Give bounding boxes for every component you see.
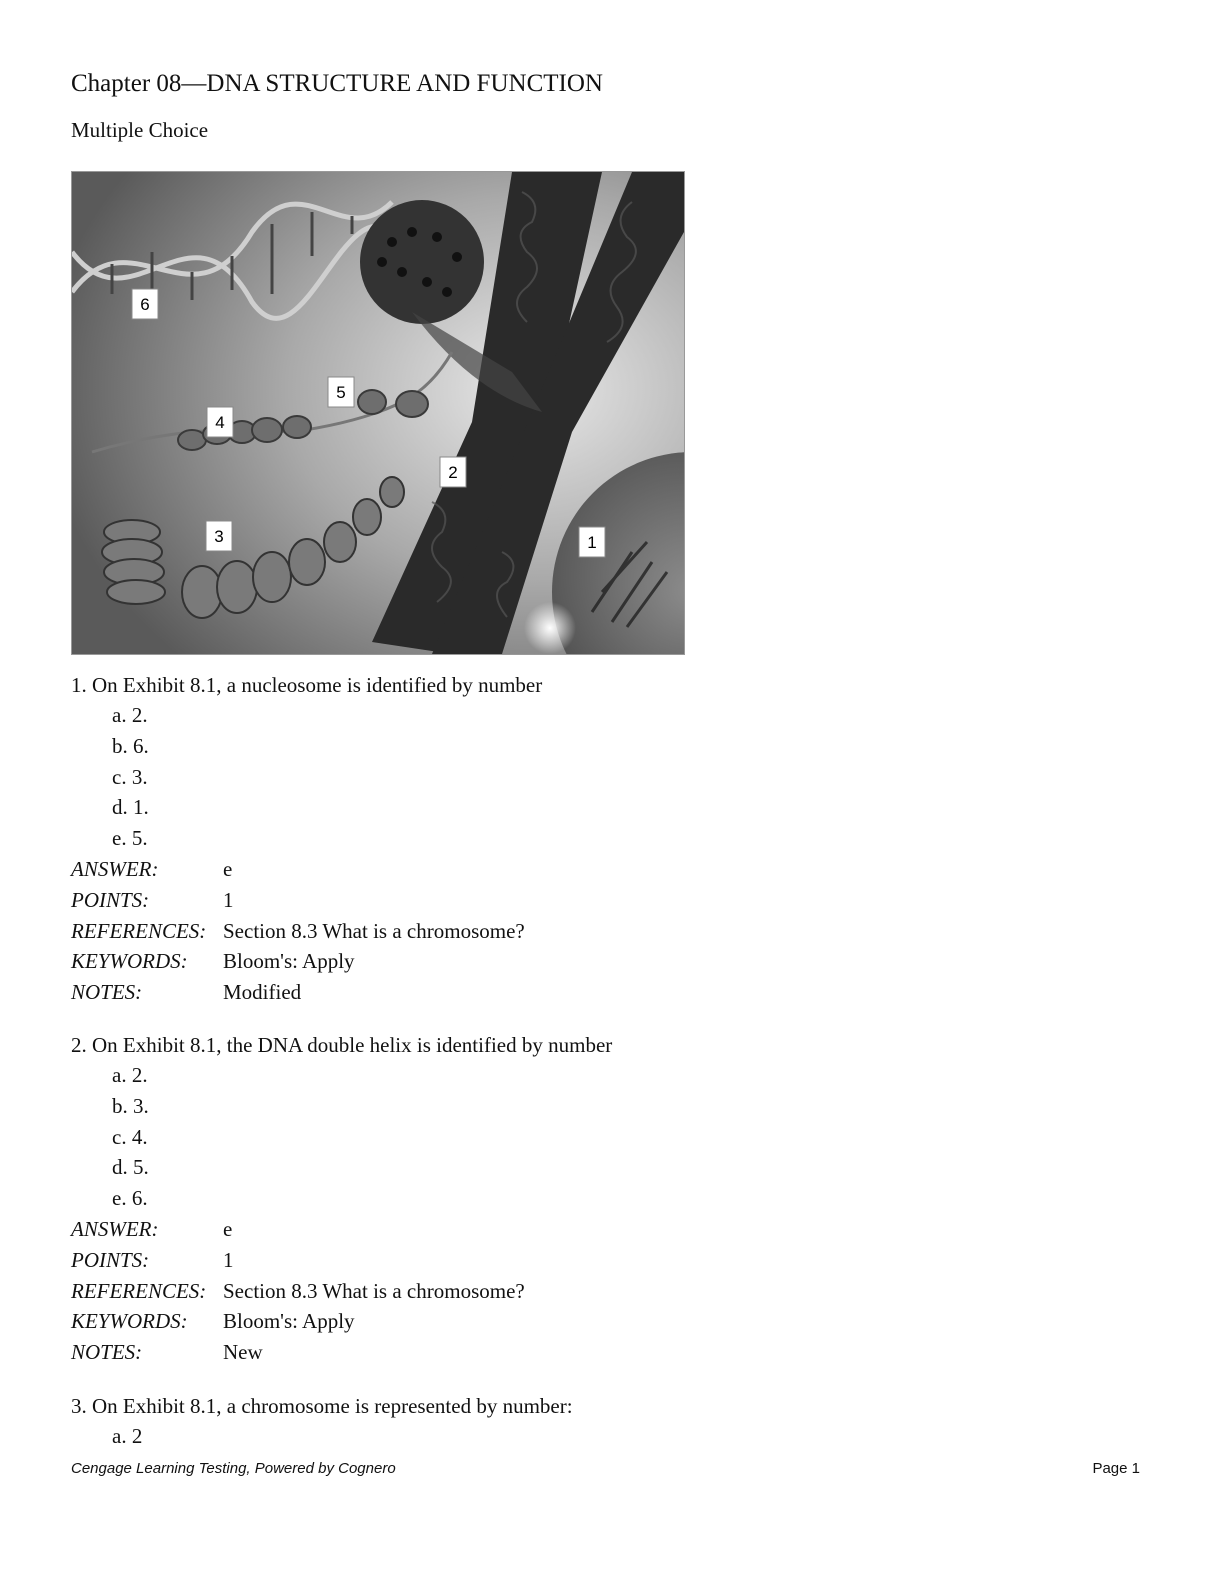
figure-label-6: 6 [140, 295, 150, 314]
keywords-value: Bloom's: Apply [223, 1309, 355, 1334]
figure-label-4: 4 [215, 413, 225, 432]
option-c: c. 3. [112, 764, 148, 789]
chapter-title: Chapter 08—DNA STRUCTURE AND FUNCTION [71, 70, 603, 97]
notes-row [71, 977, 542, 1008]
exhibit-figure [71, 171, 685, 655]
question-stem: 1. On Exhibit 8.1, a nucleosome is identified by number [71, 673, 543, 697]
notes-label: NOTES: [71, 980, 143, 1005]
references-label: REFERENCES: [71, 1278, 207, 1303]
answer-value: e [223, 856, 233, 881]
keywords-label: KEYWORDS: [71, 1309, 188, 1334]
figure-label-5: 5 [336, 383, 346, 402]
keywords-value: Bloom's: Apply [223, 949, 355, 974]
page-number: Page 1 [1092, 1460, 1140, 1477]
references-value: Section 8.3 What is a chromosome? [223, 918, 525, 943]
points-value: 1 [223, 887, 234, 912]
option-a: a. 2 [112, 1424, 143, 1448]
answer-label: ANSWER: [71, 1216, 159, 1241]
option-d: d. 1. [112, 795, 149, 820]
notes-value: New [223, 1340, 263, 1365]
option-e: e. 6. [112, 1186, 148, 1211]
keywords-label: KEYWORDS: [71, 949, 188, 974]
notes-value: Modified [223, 980, 302, 1005]
points-row [71, 885, 542, 916]
keywords-row [71, 946, 542, 977]
notes-label: NOTES: [71, 1340, 143, 1365]
points-label: POINTS: [71, 887, 150, 912]
references-row [71, 916, 542, 947]
option-a: a. 2. [112, 1063, 148, 1087]
option-c: c. 4. [112, 1124, 148, 1149]
keywords-row [71, 1306, 612, 1337]
question-stem: 2. On Exhibit 8.1, the DNA double helix is identified by number [71, 1033, 613, 1057]
page-footer [71, 1460, 1140, 1477]
option-d: d. 5. [112, 1155, 149, 1180]
option-a: a. 2. [112, 703, 148, 727]
option-b: b. 6. [112, 733, 149, 758]
option-e: e. 5. [112, 826, 148, 851]
answer-row [71, 854, 542, 885]
figure-label-3: 3 [214, 527, 224, 546]
points-row [71, 1245, 612, 1276]
question-1 [71, 670, 542, 1008]
figure-label-2: 2 [448, 463, 458, 482]
figure-label-1: 1 [587, 533, 597, 552]
section-subtitle: Multiple Choice [71, 118, 209, 142]
references-label: REFERENCES: [71, 918, 207, 943]
points-value: 1 [223, 1247, 234, 1272]
answer-value: e [223, 1216, 233, 1241]
answer-label: ANSWER: [71, 856, 159, 881]
references-row [71, 1276, 612, 1307]
question-2 [71, 1030, 612, 1368]
question-3 [71, 1391, 573, 1452]
footer-publisher: Cengage Learning Testing, Powered by Cognero [71, 1460, 396, 1477]
answer-row [71, 1214, 612, 1245]
references-value: Section 8.3 What is a chromosome? [223, 1278, 525, 1303]
option-b: b. 3. [112, 1093, 149, 1118]
notes-row [71, 1337, 612, 1368]
question-stem: 3. On Exhibit 8.1, a chromosome is represented by number: [71, 1394, 573, 1418]
points-label: POINTS: [71, 1247, 150, 1272]
exhibit-illustration [72, 172, 684, 654]
